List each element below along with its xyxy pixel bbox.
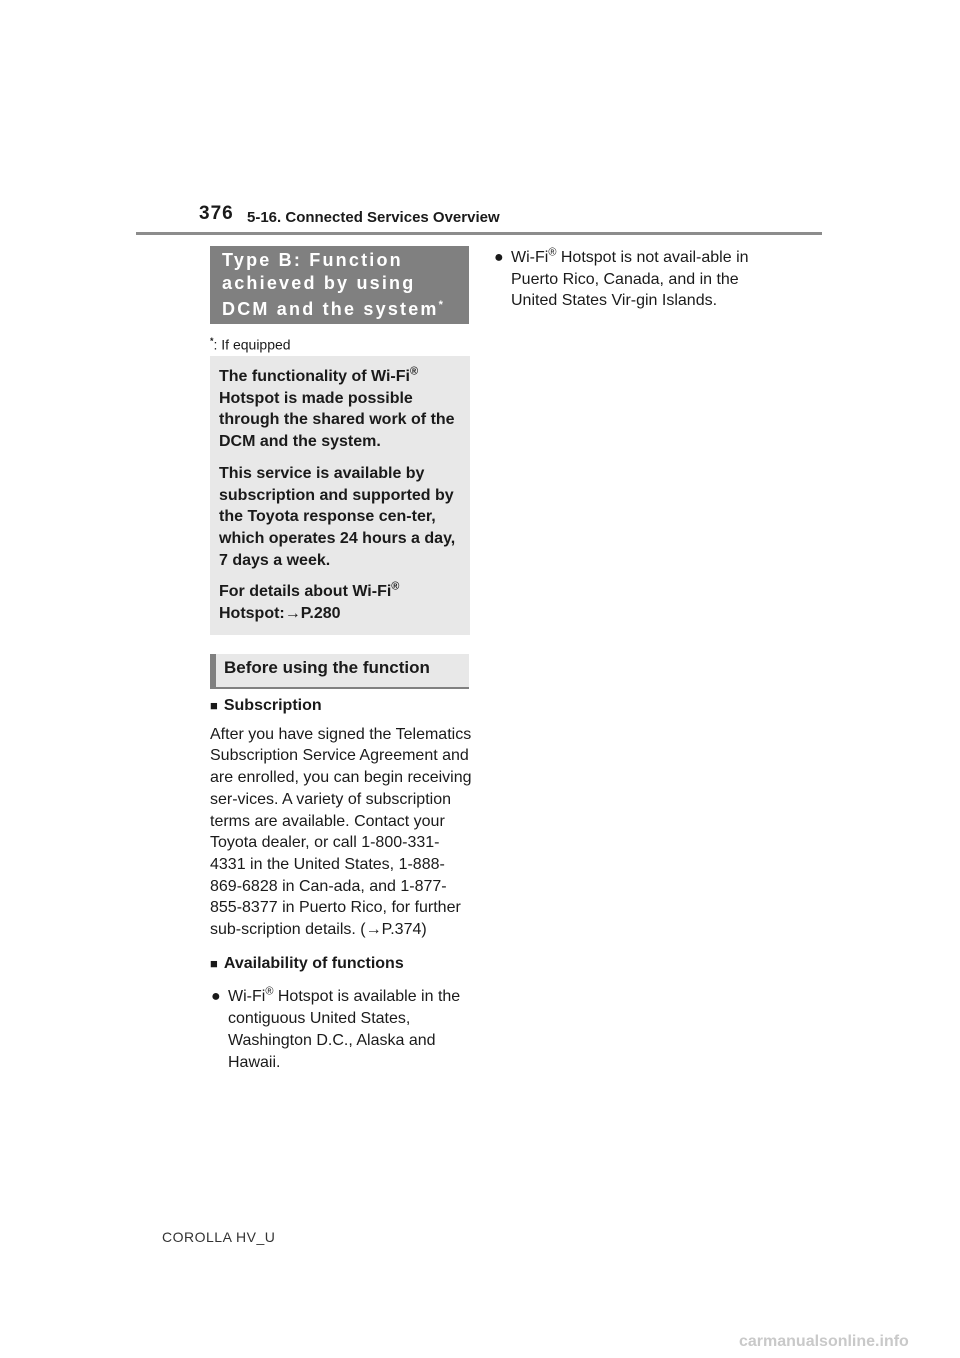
subscription-title: Subscription bbox=[223, 697, 322, 714]
subscription-body-text: After you have signed the Telematics Subscription Service Agreement and are enrolled, you can begin receiving ser-vices. A variety of subscription terms are available. Contact your Toyota dealer, or call 1-800-331-4331 in the United States, 1-888-869-6828 in Can-ada, and 1-877-855-8377 in Puerto Rico, for further sub-scription details. ( bbox=[210, 725, 472, 939]
arrow-icon: → bbox=[284, 605, 301, 623]
type-heading-line-2: achieved by using bbox=[222, 272, 416, 293]
watermark: carmanualsonline.info bbox=[739, 1333, 909, 1350]
footnote-text: : If equipped bbox=[213, 336, 291, 353]
before-using-heading: Before using the function bbox=[210, 654, 469, 689]
type-heading-asterisk: * bbox=[438, 299, 443, 311]
type-b-heading-box bbox=[210, 246, 469, 324]
info-box bbox=[210, 356, 470, 635]
bullet-1-text-cont: Hotspot is available in the contiguous United States, Washington D.C., Alaska and Hawaii. bbox=[228, 988, 461, 1071]
subscription-heading bbox=[210, 695, 472, 717]
footer-model-code: COROLLA HV_U bbox=[162, 1229, 276, 1245]
arrow-icon: → bbox=[365, 921, 382, 939]
info-p3-text: For details about Wi-Fi bbox=[219, 583, 392, 601]
page-reference-link[interactable]: P.374 bbox=[381, 921, 422, 939]
registered-mark: ® bbox=[391, 581, 400, 593]
bullet-2-text: Wi-Fi bbox=[511, 249, 549, 266]
round-bullet-icon: ● bbox=[211, 988, 221, 1006]
footnote-marker: * bbox=[210, 336, 214, 346]
page-reference-link[interactable]: P.280 bbox=[300, 605, 341, 623]
subscription-body bbox=[210, 724, 472, 941]
bullet-2-text-cont: Hotspot is not avail-able in Puerto Rico, Canada, and in the United States Vir-gin Islands. bbox=[511, 249, 749, 310]
close-paren: ) bbox=[421, 921, 427, 939]
availability-bullet-2 bbox=[493, 247, 753, 312]
info-p1-text-cont: Hotspot is made possible through the shared work of the DCM and the system. bbox=[219, 389, 455, 451]
availability-bullet-1 bbox=[210, 986, 472, 1073]
header-rule bbox=[136, 232, 822, 235]
info-p3-text-cont: Hotspot: bbox=[219, 605, 285, 623]
registered-mark: ® bbox=[548, 246, 557, 259]
page-number: 376 bbox=[199, 203, 234, 224]
bullet-1-text: Wi-Fi bbox=[228, 988, 266, 1006]
square-bullet-icon: ■ bbox=[210, 698, 218, 713]
round-bullet-icon: ● bbox=[494, 249, 504, 266]
type-heading-line-3-text: DCM and the system bbox=[222, 299, 439, 319]
type-heading-line-3 bbox=[222, 294, 469, 321]
footnote bbox=[210, 336, 291, 353]
right-column bbox=[493, 247, 753, 312]
info-paragraph-1 bbox=[219, 366, 462, 453]
info-paragraph-3 bbox=[219, 581, 462, 624]
info-paragraph-2: This service is available by subscription and supported by the Toyota response cen-ter, which operates 24 hours a day, 7 days a week. bbox=[219, 464, 456, 569]
info-p1-text: The functionality of Wi-Fi bbox=[219, 368, 410, 385]
left-column bbox=[210, 695, 472, 1073]
section-title: 5-16. Connected Services Overview bbox=[247, 209, 500, 226]
square-bullet-icon: ■ bbox=[210, 955, 218, 971]
type-heading-line-1: Type B: Function bbox=[222, 250, 403, 270]
registered-mark: ® bbox=[265, 986, 274, 999]
availability-title: Availability of functions bbox=[223, 954, 404, 972]
registered-mark: ® bbox=[409, 365, 419, 378]
availability-heading bbox=[210, 953, 472, 975]
